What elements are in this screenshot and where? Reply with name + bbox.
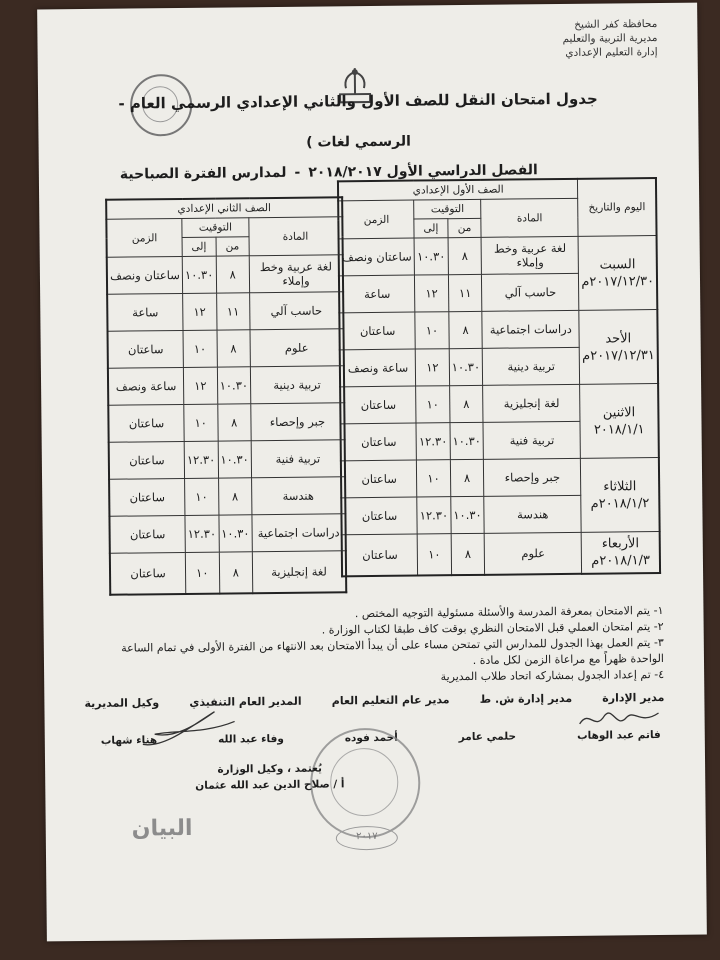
from-cell: ٨	[449, 385, 483, 422]
grade1-schedule-table	[337, 177, 661, 577]
note-item: ٢- يتم امتحان العملي قبل الامتحان النظري بوقت كاف طبقا لكتاب الوزارة .	[321, 619, 664, 637]
handwritten-signature-icon	[134, 703, 245, 754]
document-header	[562, 17, 657, 60]
to-cell: ١٠	[185, 478, 219, 515]
subject-cell: تربية دينية	[250, 366, 344, 404]
subject-cell: تربية دينية	[483, 347, 580, 385]
timing-header: التوقيت	[182, 218, 249, 238]
subject-cell: هندسة	[484, 495, 581, 533]
from-header: من	[216, 237, 250, 256]
duration-cell: ساعتان	[110, 552, 186, 594]
term-label: الفصل الدراسي الأول ٢٠١٨/٢٠١٧	[308, 162, 538, 181]
grade2-header: الصف الثاني الإعدادي	[106, 197, 342, 219]
grade2-schedule-table	[105, 196, 347, 595]
duration-cell: ساعتان	[340, 423, 416, 461]
to-cell: ١٠	[417, 534, 451, 576]
duration-cell: ساعتان	[109, 478, 185, 516]
duration-cell: ساعة ونصف	[340, 349, 416, 387]
signature-title: المدير العام التنفيذي	[189, 694, 302, 709]
day-date-header: اليوم والتاريخ	[578, 178, 657, 236]
document-title: جدول امتحان النقل للصف الأول والثاني الإعدادي الرسمي العام -	[118, 89, 598, 113]
to-header: إلى	[182, 237, 216, 256]
to-cell: ١٠	[416, 386, 450, 423]
subject-cell: جبر وإحصاء	[484, 458, 581, 496]
department-label: إدارة التعليم الإعدادي	[565, 45, 658, 59]
to-header: إلى	[414, 219, 448, 238]
subject-cell: علوم	[484, 532, 581, 575]
note-item: ١- يتم الامتحان بمعرفة المدرسة والأسئلة مسئولية التوجيه المختص .	[354, 603, 664, 621]
duration-cell: ساعتان	[340, 386, 416, 424]
governorate-label: محافظة كفر الشيخ	[574, 17, 658, 31]
albayan-watermark: البيان	[131, 815, 193, 842]
duration-header: الزمن	[106, 218, 182, 257]
subject-header: المادة	[249, 217, 343, 256]
to-cell: ١٢.٣٠	[184, 441, 218, 478]
to-cell: ١٠.٣٠	[182, 256, 216, 293]
from-cell: ٨	[448, 237, 482, 274]
table-row	[108, 366, 344, 405]
from-cell: ١٠.٣٠	[450, 422, 484, 459]
to-cell: ١٢	[415, 349, 449, 386]
table-row	[339, 310, 657, 350]
timing-header: التوقيت	[414, 199, 481, 219]
to-cell: ١٠	[417, 460, 451, 497]
subject-cell: جبر وإحصاء	[251, 403, 345, 441]
signatory-name: هناء شهاب	[100, 734, 158, 747]
document-subtitle: الرسمي لغات )	[306, 133, 411, 151]
endorsement-label: يُعتمد ، وكيل الوزارة	[217, 762, 323, 776]
to-cell: ١٠	[415, 312, 449, 349]
table-row	[107, 255, 343, 294]
signature-title: مدير عام التعليم العام	[331, 693, 450, 708]
duration-header: الزمن	[338, 200, 414, 239]
duration-cell: ساعتان	[109, 515, 185, 553]
signature-title: مدير إدارة ش. ط	[479, 691, 573, 706]
from-cell: ١٠.٣٠	[217, 367, 251, 404]
day-cell: الثلاثاء ٢٠١٨/١/٢م	[581, 457, 660, 532]
from-cell: ٨	[217, 330, 251, 367]
note-item: ٣- يتم العمل بهذا الجدول للمدارس التي تمتحن مساء على أن يبدأ الامتحان بعد الانتهاء من الفترة الأولى في تمام الساعة الواحدة ظهراً مع مراعاة الزمن لكل مادة .	[121, 635, 665, 667]
duration-cell: ساعتان ونصف	[339, 238, 415, 276]
from-cell: ٨	[450, 459, 484, 496]
table-row	[108, 403, 344, 442]
table-row	[341, 457, 659, 497]
table-row	[107, 292, 343, 331]
to-cell: ١٢	[183, 367, 217, 404]
day-cell: الأربعاء ٢٠١٨/١/٣م	[581, 531, 660, 573]
to-cell: ١٠	[184, 404, 218, 441]
from-cell: ١٠.٣٠	[218, 515, 252, 552]
subject-cell: حاسب آلي	[250, 292, 344, 330]
duration-cell: ساعتان	[342, 534, 418, 576]
exam-schedule-document	[37, 3, 707, 942]
table-row	[109, 440, 345, 479]
subject-cell: تربية فنية	[251, 440, 345, 478]
from-cell: ٨	[219, 552, 253, 594]
subject-cell: علوم	[250, 329, 344, 367]
table-row	[110, 551, 346, 595]
signatory-name: وفاء عبد الله	[218, 732, 284, 746]
signatory-name: حلمي عامر	[458, 730, 517, 744]
duration-cell: ساعتان	[108, 404, 184, 442]
from-cell: ٨	[216, 256, 250, 293]
from-cell: ٨	[218, 478, 252, 515]
table-row	[342, 531, 660, 576]
directorate-label: مديرية التربية والتعليم	[562, 31, 658, 45]
subject-cell: حاسب آلي	[482, 273, 579, 311]
from-cell: ١١	[448, 274, 482, 311]
to-cell: ١٢	[183, 293, 217, 330]
subject-header: المادة	[481, 198, 578, 237]
grade1-header: الصف الأول الإعدادي	[338, 179, 578, 201]
to-cell: ١٢.٣٠	[185, 515, 219, 552]
day-cell: الاثنين ٢٠١٨/١/١	[580, 383, 659, 458]
signatory-name: فاتم عبد الوهاب	[576, 728, 661, 742]
signature-title: مدير الإدارة	[602, 690, 665, 705]
from-cell: ٨	[449, 311, 483, 348]
to-cell: ١٠	[185, 552, 219, 594]
subject-cell: لغة إنجليزية	[483, 384, 580, 422]
stamp-date-icon: ٢٠١٧	[336, 826, 398, 851]
from-cell: ١٠.٣٠	[218, 441, 252, 478]
subject-cell: دراسات اجتماعية	[482, 310, 579, 348]
duration-cell: ساعتان	[341, 460, 417, 498]
from-cell: ١٠.٣٠	[451, 496, 485, 533]
subject-cell: لغة عربية وخط وإملاء	[249, 255, 343, 293]
to-cell: ١٠	[183, 330, 217, 367]
duration-cell: ساعتان ونصف	[107, 256, 183, 294]
note-item: ٤- تم إعداد الجدول بمشاركه اتحاد طلاب المديرية	[440, 667, 665, 684]
from-header: من	[448, 218, 482, 237]
to-cell: ١٠.٣٠	[414, 238, 448, 275]
subject-cell: تربية فنية	[483, 421, 580, 459]
from-cell: ١٠.٣٠	[449, 348, 483, 385]
period-label: لمدارس الفترة الصباحية	[119, 164, 287, 183]
table-row	[339, 236, 657, 276]
to-cell: ١٢.٣٠	[416, 423, 450, 460]
duration-cell: ساعتان	[341, 497, 417, 535]
day-cell: الأحد ٢٠١٧/١٢/٣١م	[579, 310, 658, 385]
duration-cell: ساعة ونصف	[108, 367, 184, 405]
duration-cell: ساعتان	[108, 330, 184, 368]
from-cell: ٨	[451, 533, 485, 575]
table-row	[109, 514, 345, 553]
term-separator: -	[294, 164, 301, 181]
notes-list	[103, 603, 664, 689]
duration-cell: ساعة	[107, 293, 183, 331]
subject-cell: لغة عربية وخط وإملاء	[481, 236, 578, 274]
to-cell: ١٢	[415, 275, 449, 312]
endorsement-block	[195, 760, 345, 794]
from-cell: ١١	[216, 293, 250, 330]
duration-cell: ساعة	[339, 275, 415, 313]
duration-cell: ساعتان	[109, 441, 185, 479]
day-cell: السبت ٢٠١٧/١٢/٣٠م	[578, 236, 657, 311]
signatory-name: أحمد فوده	[344, 731, 398, 745]
table-row	[340, 383, 658, 423]
signature-title: وكيل المديرية	[84, 696, 160, 711]
from-cell: ٨	[217, 404, 251, 441]
to-cell: ١٢.٣٠	[417, 497, 451, 534]
subject-cell: دراسات اجتماعية	[252, 514, 346, 552]
subject-cell: لغة إنجليزية	[252, 551, 346, 593]
endorsement-name: أ / صلاح الدين عبد الله عثمان	[195, 778, 345, 792]
duration-cell: ساعتان	[339, 312, 415, 350]
table-row	[108, 329, 344, 368]
subject-cell: هندسة	[252, 477, 346, 515]
table-row	[109, 477, 345, 516]
